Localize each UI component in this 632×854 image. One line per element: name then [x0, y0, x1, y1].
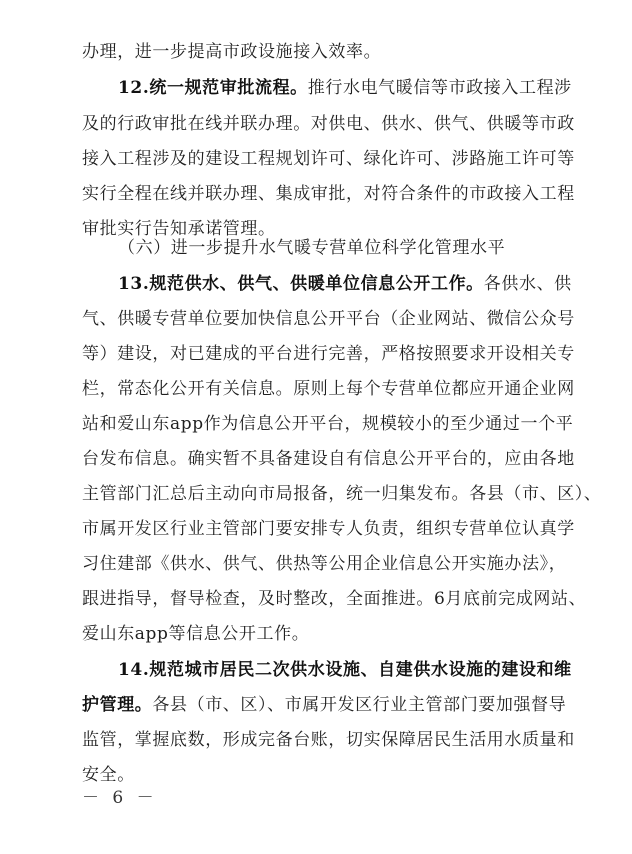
text-line: 监管，掌握底数，形成完备台账，切实保障居民生活用水质量和	[82, 730, 575, 750]
text-line: 习住建部《供水、供气、供热等公用企业信息公开实施办法》，	[82, 554, 567, 574]
text-line: 台发布信息。确实暂不具备建设自有信息公开平台的，应由各地	[82, 449, 575, 469]
text-line: 安全。	[82, 765, 135, 785]
text-run: 推行水电气暖信等市政接入工程涉	[307, 78, 572, 98]
text-line: 站和爱山东app作为信息公开平台，规模较小的至少通过一个平	[82, 414, 574, 434]
page-number: － 6 －	[82, 788, 158, 808]
text-line: 爱山东app等信息公开工作。	[82, 624, 310, 644]
text-run: 各供水、供	[483, 274, 572, 294]
text-line: 主管部门汇总后主动向市局报备，统一归集发布。各县（市、区）、	[82, 484, 602, 504]
text-line: 跟进指导，督导检查，及时整改，全面推进。6月底前完成网站、	[82, 589, 587, 609]
text-line: 办理，进一步提高市政设施接入效率。	[82, 42, 382, 62]
text-run: 各县（市、区）、市属开发区行业主管部门要加强督导	[152, 695, 567, 715]
paragraph-13-first-line	[118, 272, 572, 296]
text-line: 及的行政审批在线并联办理。对供电、供水、供气、供暖等市政	[82, 114, 575, 134]
text-line: 市属开发区行业主管部门要安排专人负责，组织专营单位认真学	[82, 519, 575, 539]
text-line: 气、供暖专营单位要加快信息公开平台（企业网站、微信公众号	[82, 309, 575, 329]
paragraph-12-first-line	[118, 76, 572, 100]
section-heading-14: 14.规范城市居民二次供水设施、自建供水设施的建设和维	[118, 660, 572, 680]
section-heading-12: 12.统一规范审批流程。	[118, 78, 308, 98]
section-heading-14-end: 护管理。	[82, 695, 153, 715]
section-heading-13: 13.规范供水、供气、供暖单位信息公开工作。	[118, 274, 484, 294]
text-line: 实行全程在线并联办理、集成审批，对符合条件的市政接入工程	[82, 184, 575, 204]
text-line: 栏，常态化公开有关信息。原则上每个专营单位都应开通企业网	[82, 379, 575, 399]
text-line: 审批实行告知承诺管理。	[82, 219, 276, 239]
text-line: 等）建设，对已建成的平台进行完善，严格按照要求开设相关专	[82, 344, 575, 364]
subsection-title-6: （六）进一步提升水气暖专营单位科学化管理水平	[118, 238, 506, 258]
paragraph-14-second-line	[82, 693, 567, 717]
text-line: 接入工程涉及的建设工程规划许可、绿化许可、涉路施工许可等	[82, 149, 575, 169]
